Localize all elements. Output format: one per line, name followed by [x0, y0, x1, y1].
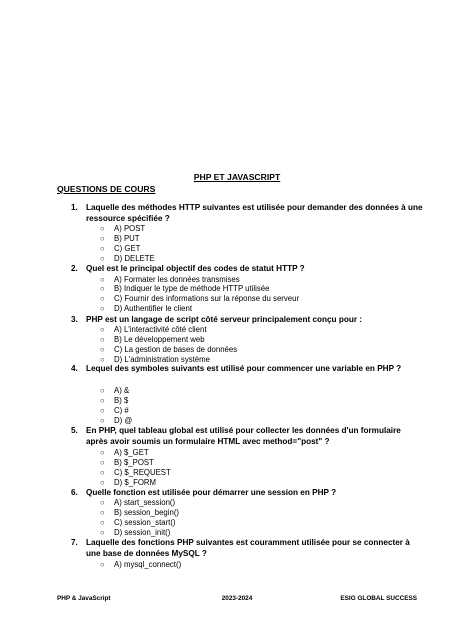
option-5b [100, 458, 154, 467]
option-1d [100, 254, 155, 263]
option-3a [100, 325, 207, 334]
question-5 [71, 426, 423, 447]
option-text: A) & [114, 386, 130, 395]
option-2c [100, 294, 299, 303]
question-number: 1. [71, 203, 78, 212]
option-5a [100, 448, 149, 457]
option-text: A) $_GET [114, 448, 149, 457]
option-6d [100, 528, 170, 537]
option-text: D) session_init() [114, 528, 171, 537]
option-text: D) $_FORM [114, 478, 157, 487]
option-4a [100, 386, 129, 395]
circle-bullet-icon: ○ [100, 508, 105, 517]
option-1b [100, 234, 140, 243]
option-text: A) POST [114, 224, 146, 233]
circle-bullet-icon: ○ [100, 406, 105, 415]
question-number: 5. [71, 426, 78, 435]
circle-bullet-icon: ○ [100, 304, 105, 313]
option-text: D) Authentifier le client [114, 304, 193, 313]
circle-bullet-icon: ○ [100, 478, 105, 487]
question-text: En PHP, quel tableau global est utilisé pour collecter les données d'un formulaire après avoir soumis un formulaire HTML avec method="post" ? [86, 426, 401, 446]
section-heading: QUESTIONS DE COURS [57, 184, 156, 194]
circle-bullet-icon: ○ [100, 518, 105, 527]
option-text: A) L'interactivité côté client [114, 325, 207, 334]
option-5c [100, 468, 171, 477]
question-2 [71, 264, 423, 275]
circle-bullet-icon: ○ [100, 448, 105, 457]
option-text: B) session_begin() [114, 508, 180, 517]
question-number: 7. [71, 538, 78, 547]
option-4d [100, 416, 132, 425]
question-text: PHP est un langage de script côté serveur principalement conçu pour : [86, 315, 363, 324]
option-3c [100, 345, 237, 354]
option-text: B) $ [114, 396, 129, 405]
option-text: B) Indiquer le type de méthode HTTP utilisée [114, 284, 270, 293]
footer-right: ESIG GLOBAL SUCCESS [340, 595, 417, 602]
question-number: 3. [71, 315, 78, 324]
option-text: C) GET [114, 244, 141, 253]
option-7a [100, 560, 181, 569]
circle-bullet-icon: ○ [100, 335, 105, 344]
circle-bullet-icon: ○ [100, 224, 105, 233]
circle-bullet-icon: ○ [100, 355, 105, 364]
circle-bullet-icon: ○ [100, 416, 105, 425]
option-text: D) @ [114, 416, 133, 425]
circle-bullet-icon: ○ [100, 275, 105, 284]
circle-bullet-icon: ○ [100, 284, 105, 293]
question-text: Lequel des symboles suivants est utilisé pour commencer une variable en PHP ? [86, 364, 402, 373]
option-6c [100, 518, 176, 527]
question-text: Quelle fonction est utilisée pour démarrer une session en PHP ? [86, 488, 337, 497]
circle-bullet-icon: ○ [100, 386, 105, 395]
option-text: B) $_POST [114, 458, 154, 467]
question-number: 2. [71, 264, 78, 273]
question-4 [71, 364, 423, 375]
question-text: Laquelle des méthodes HTTP suivantes est utilisée pour demander des données à une ressource spécifiée ? [86, 203, 423, 223]
option-text: A) start_session() [114, 498, 176, 507]
option-3b [100, 335, 205, 344]
question-text: Quel est le principal objectif des codes de statut HTTP ? [86, 264, 305, 273]
option-4b [100, 396, 128, 405]
option-text: D) L'administration système [114, 355, 210, 364]
option-2d [100, 304, 192, 313]
option-2a [100, 275, 240, 284]
question-3 [71, 315, 423, 326]
option-1c [100, 244, 140, 253]
circle-bullet-icon: ○ [100, 254, 105, 263]
option-text: C) Fournir des informations sur la réponse du serveur [114, 294, 300, 303]
question-1 [71, 203, 423, 224]
option-text: C) session_start() [114, 518, 176, 527]
circle-bullet-icon: ○ [100, 560, 105, 569]
option-3d [100, 355, 210, 364]
footer-left: PHP & JavaScript [57, 595, 111, 602]
option-text: D) DELETE [114, 254, 155, 263]
circle-bullet-icon: ○ [100, 458, 105, 467]
question-6 [71, 488, 423, 499]
option-text: A) Formater les données transmises [114, 275, 240, 284]
question-number: 6. [71, 488, 78, 497]
option-5d [100, 478, 156, 487]
question-number: 4. [71, 364, 78, 373]
circle-bullet-icon: ○ [100, 294, 105, 303]
circle-bullet-icon: ○ [100, 244, 105, 253]
footer-center: 2023-2024 [221, 595, 253, 602]
circle-bullet-icon: ○ [100, 325, 105, 334]
option-text: A) mysql_connect() [114, 560, 182, 569]
circle-bullet-icon: ○ [100, 345, 105, 354]
option-6b [100, 508, 179, 517]
question-text: Laquelle des fonctions PHP suivantes est couramment utilisée pour se connecter à une base de données MySQL ? [86, 538, 410, 558]
circle-bullet-icon: ○ [100, 498, 105, 507]
question-7 [71, 538, 423, 559]
option-6a [100, 498, 175, 507]
option-text: C) La gestion de bases de données [114, 345, 238, 354]
circle-bullet-icon: ○ [100, 396, 105, 405]
option-text: B) PUT [114, 234, 140, 243]
option-4c [100, 406, 129, 415]
circle-bullet-icon: ○ [100, 468, 105, 477]
option-text: C) # [114, 406, 129, 415]
option-1a [100, 224, 145, 233]
option-text: C) $_REQUEST [114, 468, 171, 477]
document-title: PHP ET JAVASCRIPT [193, 172, 281, 182]
circle-bullet-icon: ○ [100, 234, 105, 243]
option-text: B) Le développement web [114, 335, 205, 344]
option-2b [100, 284, 269, 293]
circle-bullet-icon: ○ [100, 528, 105, 537]
